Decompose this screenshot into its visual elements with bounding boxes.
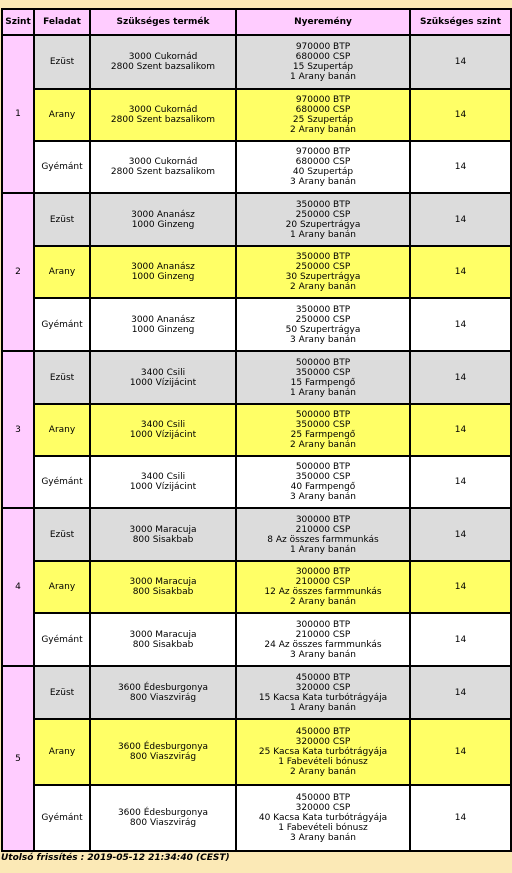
required-level-cell: 14 [410, 561, 511, 613]
task-cell: Ezüst [34, 193, 90, 246]
reward-line: 350000 BTP [295, 252, 351, 262]
reward-line: 350000 CSP [295, 420, 351, 430]
reward-line: 300000 BTP [295, 567, 351, 577]
product-cell [90, 561, 236, 613]
reward-cell [236, 351, 410, 404]
product-line: 1000 Ginzeng [131, 219, 195, 230]
product-line: 1000 Vízijácint [129, 377, 197, 388]
product-cell [90, 719, 236, 785]
reward-cell [236, 456, 410, 508]
required-level-cell: 14 [410, 666, 511, 719]
reward-line: 2 Arany banán [289, 597, 356, 607]
reward-line: 1 Arany banán [289, 387, 356, 398]
product-line: 3600 Édesburgonya [117, 742, 209, 752]
required-level-cell: 14 [410, 193, 511, 246]
reward-line: 450000 BTP [295, 672, 351, 683]
reward-line: 1 Arany banán [289, 544, 356, 555]
task-cell: Gyémánt [34, 456, 90, 508]
reward-line: 970000 BTP [295, 95, 351, 105]
task-cell: Gyémánt [34, 613, 90, 666]
reward-line: 350000 BTP [295, 304, 351, 315]
table-row [2, 141, 511, 193]
required-level-cell: 14 [410, 141, 511, 193]
product-line: 800 Sisakbab [132, 534, 194, 545]
product-cell [90, 666, 236, 719]
reward-cell [236, 193, 410, 246]
product-line: 3000 Maracuja [129, 577, 197, 587]
reward-line: 2 Arany banán [289, 767, 356, 777]
product-line: 2800 Szent bazsalikom [110, 115, 216, 125]
level-cell: 5 [2, 666, 34, 851]
reward-line: 3 Arany banán [289, 833, 356, 843]
table-header [2, 9, 511, 35]
reward-line: 300000 BTP [295, 619, 351, 630]
header-reward: Nyeremény [236, 9, 410, 35]
reward-line: 250000 CSP [295, 314, 351, 325]
reward-line: 300000 BTP [295, 514, 351, 525]
reward-line: 350000 CSP [295, 472, 351, 482]
reward-line: 1 Fabevételi bónusz [278, 823, 368, 833]
product-line: 800 Viaszvirág [129, 692, 197, 703]
header-task: Feladat [34, 9, 90, 35]
table-row [2, 666, 511, 719]
reward-line: 500000 BTP [295, 462, 351, 472]
level-cell: 1 [2, 35, 34, 193]
reward-cell [236, 785, 410, 851]
reward-line: 25 Kacsa Kata turbótrágyája [258, 747, 388, 757]
required-level-cell: 14 [410, 351, 511, 404]
reward-line: 450000 BTP [295, 727, 351, 737]
reward-line: 210000 CSP [295, 629, 351, 640]
reward-line: 320000 CSP [295, 803, 351, 813]
reward-line: 320000 CSP [295, 737, 351, 747]
table-row [2, 404, 511, 456]
reward-cell [236, 613, 410, 666]
reward-line: 1 Arany banán [289, 72, 356, 82]
product-line: 2800 Szent bazsalikom [110, 167, 216, 177]
reward-line: 3 Arany banán [289, 492, 356, 502]
reward-line: 25 Szupertáp [292, 115, 354, 125]
reward-line: 20 Szupertrágya [285, 219, 361, 230]
table-row [2, 561, 511, 613]
product-cell [90, 141, 236, 193]
header-level: Szint [2, 9, 34, 35]
reward-line: 12 Az összes farmmunkás [264, 587, 382, 597]
reward-line: 680000 CSP [295, 52, 351, 62]
reward-cell [236, 561, 410, 613]
task-cell: Ezüst [34, 35, 90, 89]
tasks-table [1, 8, 512, 852]
required-level-cell: 14 [410, 246, 511, 298]
product-line: 1000 Vízijácint [129, 482, 197, 492]
table-row [2, 193, 511, 246]
required-level-cell: 14 [410, 508, 511, 561]
reward-line: 450000 BTP [295, 793, 351, 803]
reward-line: 15 Farmpengő [290, 377, 356, 388]
reward-line: 25 Farmpengő [290, 430, 356, 440]
product-line: 1000 Ginzeng [131, 324, 195, 335]
required-level-cell: 14 [410, 613, 511, 666]
product-line: 3000 Ananász [131, 209, 195, 220]
product-cell [90, 246, 236, 298]
product-cell [90, 351, 236, 404]
reward-cell [236, 298, 410, 351]
reward-line: 30 Szupertrágya [285, 272, 361, 282]
required-level-cell: 14 [410, 719, 511, 785]
product-line: 3400 Csili [140, 420, 186, 430]
product-line: 3600 Édesburgonya [117, 682, 209, 693]
product-cell [90, 404, 236, 456]
product-cell [90, 456, 236, 508]
reward-line: 1 Arany banán [289, 702, 356, 713]
reward-line: 970000 BTP [295, 147, 351, 157]
reward-cell [236, 246, 410, 298]
task-cell: Ezüst [34, 508, 90, 561]
product-line: 2800 Szent bazsalikom [110, 62, 216, 72]
task-cell: Gyémánt [34, 785, 90, 851]
reward-line: 24 Az összes farmmunkás [264, 639, 382, 650]
header-row [2, 9, 511, 35]
reward-line: 680000 CSP [295, 157, 351, 167]
table-row [2, 246, 511, 298]
reward-line: 210000 CSP [295, 524, 351, 535]
level-cell: 4 [2, 508, 34, 666]
product-line: 3000 Cukornád [128, 52, 198, 62]
reward-line: 350000 CSP [295, 367, 351, 378]
required-level-cell: 14 [410, 35, 511, 89]
task-cell: Arany [34, 719, 90, 785]
required-level-cell: 14 [410, 89, 511, 141]
reward-line: 210000 CSP [295, 577, 351, 587]
product-line: 800 Viaszvirág [129, 752, 197, 762]
product-cell [90, 298, 236, 351]
product-cell [90, 508, 236, 561]
level-cell: 3 [2, 351, 34, 508]
reward-line: 2 Arany banán [289, 282, 356, 292]
product-line: 3400 Csili [140, 367, 186, 378]
reward-line: 500000 BTP [295, 357, 351, 368]
reward-line: 3 Arany banán [289, 334, 356, 345]
reward-line: 680000 CSP [295, 105, 351, 115]
reward-cell [236, 404, 410, 456]
required-level-cell: 14 [410, 456, 511, 508]
reward-line: 320000 CSP [295, 682, 351, 693]
reward-cell [236, 35, 410, 89]
table-row [2, 351, 511, 404]
reward-cell [236, 508, 410, 561]
table-row [2, 89, 511, 141]
table-row [2, 456, 511, 508]
reward-line: 250000 CSP [295, 262, 351, 272]
required-level-cell: 14 [410, 404, 511, 456]
reward-line: 2 Arany banán [289, 125, 356, 135]
task-cell: Gyémánt [34, 141, 90, 193]
reward-line: 15 Kacsa Kata turbótrágyája [258, 692, 388, 703]
reward-line: 500000 BTP [295, 410, 351, 420]
header-required-level: Szükséges szint [410, 9, 511, 35]
product-line: 800 Sisakbab [132, 639, 194, 650]
product-line: 800 Sisakbab [132, 587, 194, 597]
reward-cell [236, 89, 410, 141]
product-cell [90, 35, 236, 89]
header-product: Szükséges termék [90, 9, 236, 35]
table-row [2, 508, 511, 561]
task-cell: Arany [34, 89, 90, 141]
task-cell: Ezüst [34, 666, 90, 719]
reward-line: 1 Fabevételi bónusz [278, 757, 368, 767]
product-line: 1000 Vízijácint [129, 430, 197, 440]
product-cell [90, 89, 236, 141]
product-cell [90, 193, 236, 246]
product-line: 3400 Csili [140, 472, 186, 482]
table-body [2, 35, 511, 851]
product-cell [90, 785, 236, 851]
reward-line: 970000 BTP [295, 42, 351, 52]
reward-line: 40 Kacsa Kata turbótrágyája [258, 813, 388, 823]
reward-line: 2 Arany banán [289, 440, 356, 450]
reward-line: 50 Szupertrágya [285, 324, 361, 335]
reward-line: 350000 BTP [295, 199, 351, 210]
task-cell: Ezüst [34, 351, 90, 404]
reward-line: 40 Szupertáp [292, 167, 354, 177]
task-cell: Arany [34, 561, 90, 613]
product-line: 3000 Cukornád [128, 105, 198, 115]
product-line: 1000 Ginzeng [131, 272, 195, 282]
product-line: 3000 Ananász [131, 262, 195, 272]
required-level-cell: 14 [410, 785, 511, 851]
product-line: 3000 Cukornád [128, 157, 198, 167]
product-line: 800 Viaszvirág [129, 818, 197, 828]
task-cell: Arany [34, 404, 90, 456]
task-cell: Arany [34, 246, 90, 298]
reward-cell [236, 666, 410, 719]
table-row [2, 35, 511, 89]
reward-line: 1 Arany banán [289, 229, 356, 240]
reward-line: 8 Az összes farmmunkás [267, 534, 379, 545]
reward-line: 3 Arany banán [289, 177, 356, 187]
last-updated: Utolsó frissítés : 2019-05-12 21:34:40 (CEST) [1, 853, 230, 863]
product-line: 3000 Maracuja [129, 524, 197, 535]
reward-line: 250000 CSP [295, 209, 351, 220]
reward-line: 40 Farmpengő [290, 482, 356, 492]
table-row [2, 613, 511, 666]
product-line: 3600 Édesburgonya [117, 808, 209, 818]
task-cell: Gyémánt [34, 298, 90, 351]
required-level-cell: 14 [410, 298, 511, 351]
product-line: 3000 Maracuja [129, 629, 197, 640]
reward-line: 15 Szupertáp [292, 62, 354, 72]
product-cell [90, 613, 236, 666]
product-line: 3000 Ananász [131, 314, 195, 325]
level-cell: 2 [2, 193, 34, 351]
reward-cell [236, 719, 410, 785]
table-row [2, 719, 511, 785]
table-row [2, 785, 511, 851]
table-row [2, 298, 511, 351]
reward-cell [236, 141, 410, 193]
reward-line: 3 Arany banán [289, 649, 356, 660]
